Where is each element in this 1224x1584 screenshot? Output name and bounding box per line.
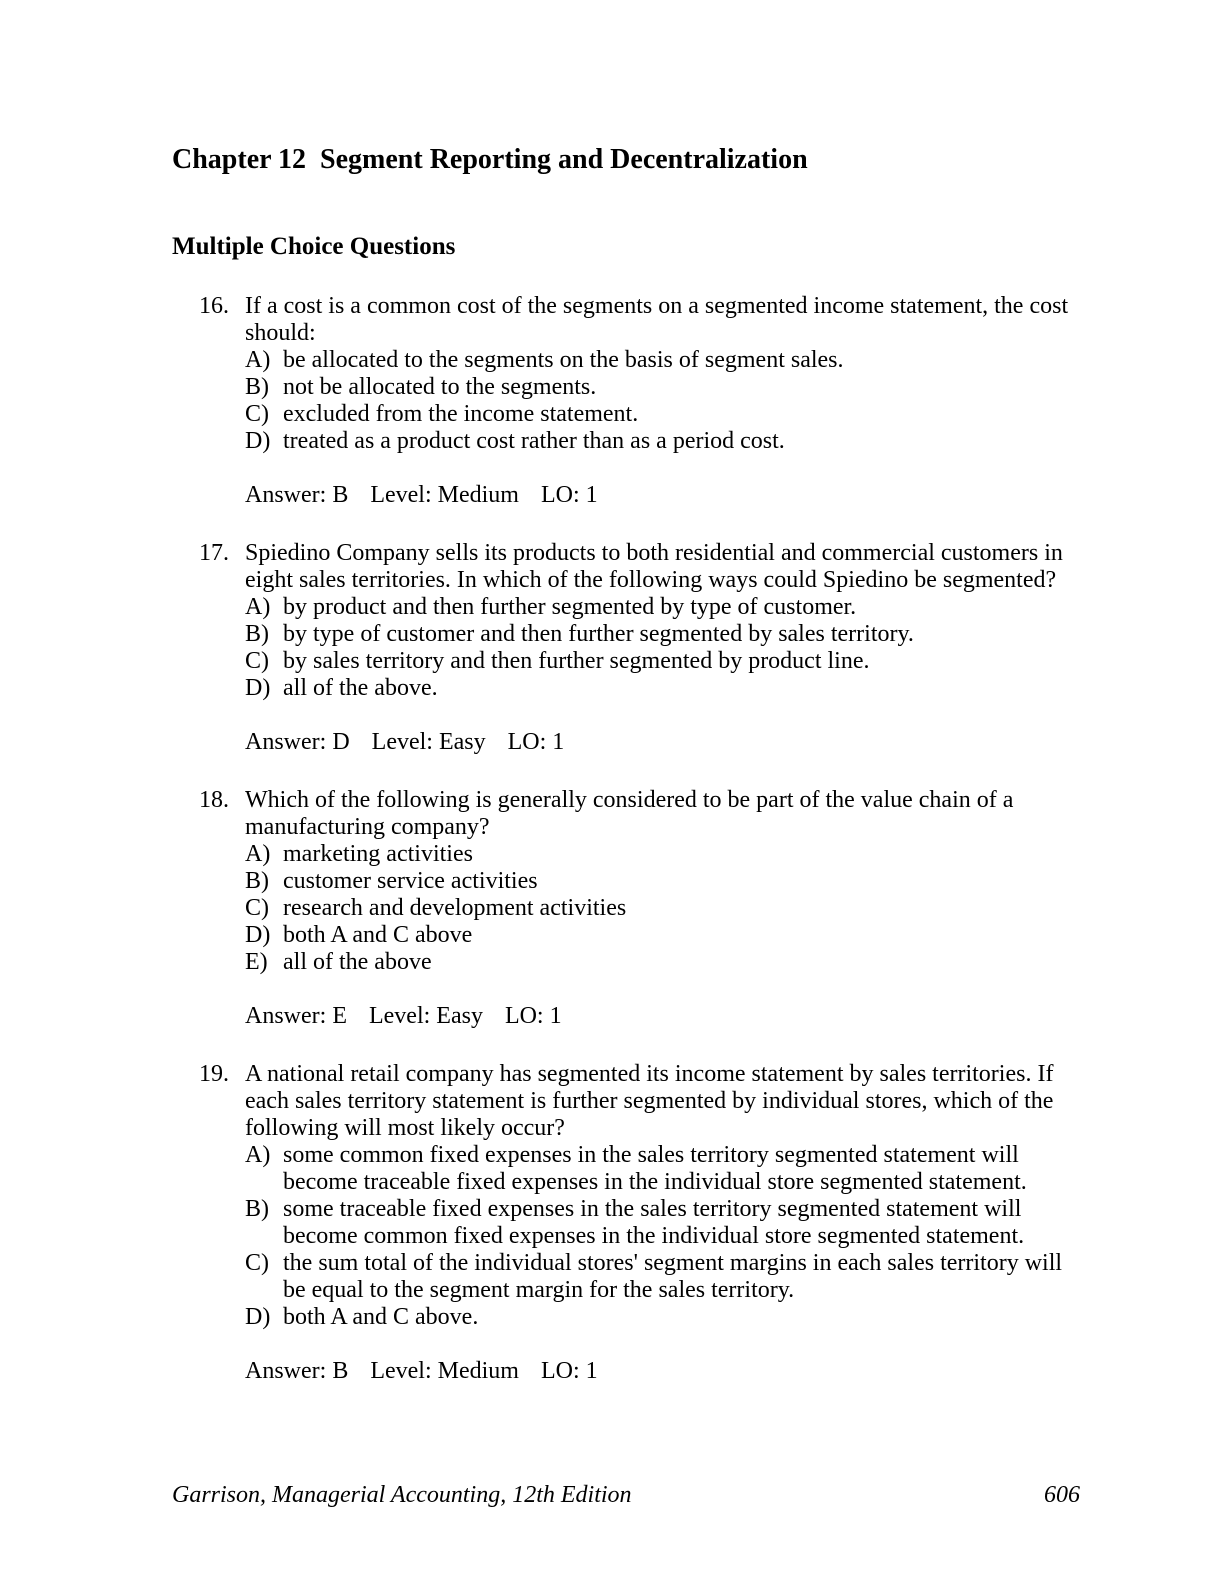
option-text: by sales territory and then further segmented by product line. <box>283 648 870 674</box>
question-17 <box>172 540 1080 756</box>
answer-line <box>245 1003 1080 1030</box>
answer-level: Level: Medium <box>370 482 519 508</box>
option-text: by type of customer and then further segmented by sales territory. <box>283 621 914 647</box>
question-18 <box>172 787 1080 1030</box>
option-text: all of the above. <box>283 675 438 701</box>
option-row-a <box>245 841 1080 868</box>
option-letter: B) <box>245 1196 269 1222</box>
question-19 <box>172 1061 1080 1385</box>
option-text: be allocated to the segments on the basis of segment sales. <box>283 347 844 373</box>
option-row-a <box>245 1142 1080 1196</box>
option-row-d <box>245 1304 1080 1331</box>
option-row-b <box>245 621 1080 648</box>
option-row-b <box>245 868 1080 895</box>
section-heading: Multiple Choice Questions <box>172 233 456 260</box>
answer-level: Level: Medium <box>370 1358 519 1384</box>
option-text: customer service activities <box>283 868 538 894</box>
question-16 <box>172 293 1080 509</box>
option-text: treated as a product cost rather than as a period cost. <box>283 428 785 454</box>
option-row-c <box>245 648 1080 675</box>
option-text: both A and C above. <box>283 1304 479 1330</box>
option-row-b <box>245 374 1080 401</box>
answer-line <box>245 482 1080 509</box>
answer-result: Answer: D <box>245 729 350 755</box>
question-stem-line: Spiedino Company sells its products to both residential and commercial customers in <box>245 540 1063 566</box>
answer-line <box>245 729 1080 756</box>
question-number: 19. <box>199 1061 229 1087</box>
option-row-c <box>245 895 1080 922</box>
option-row-a <box>245 347 1080 374</box>
answer-lo: LO: 1 <box>540 482 598 508</box>
question-stem-line: Which of the following is generally considered to be part of the value chain of a <box>245 787 1014 813</box>
question-stem-line: following will most likely occur? <box>245 1115 565 1141</box>
option-text: both A and C above <box>283 922 473 948</box>
option-letter: C) <box>245 401 269 427</box>
option-letter: D) <box>245 1304 271 1330</box>
option-letter: C) <box>245 1250 269 1276</box>
option-text: research and development activities <box>283 895 627 921</box>
option-text: some traceable fixed expenses in the sales territory segmented statement will become common fixed expenses in the individual store segmented statement. <box>283 1196 1025 1249</box>
option-row-c <box>245 1250 1080 1304</box>
answer-lo: LO: 1 <box>540 1358 598 1384</box>
option-letter: A) <box>245 347 271 373</box>
option-row-e <box>245 949 1080 976</box>
option-text: all of the above <box>283 949 432 975</box>
question-number: 18. <box>199 787 229 813</box>
question-stem-line: If a cost is a common cost of the segments on a segmented income statement, the cost <box>245 293 1069 319</box>
option-text: some common fixed expenses in the sales territory segmented statement will become traceable fixed expenses in the individual store segmented statement. <box>283 1142 1027 1195</box>
answer-lo: LO: 1 <box>504 1003 562 1029</box>
question-stem-line: manufacturing company? <box>245 814 490 840</box>
option-letter: D) <box>245 675 271 701</box>
answer-result: Answer: B <box>245 482 349 508</box>
option-row-d <box>245 675 1080 702</box>
option-text: excluded from the income statement. <box>283 401 639 427</box>
option-letter: B) <box>245 621 269 647</box>
option-letter: A) <box>245 841 271 867</box>
option-letter: A) <box>245 1142 271 1168</box>
option-letter: D) <box>245 428 271 454</box>
question-stem-line: A national retail company has segmented its income statement by sales territories. If <box>245 1061 1054 1087</box>
answer-line <box>245 1358 1080 1385</box>
question-number: 16. <box>199 293 229 319</box>
footer-book-title: Garrison, Managerial Accounting, 12th Edition <box>172 1482 632 1508</box>
option-text: not be allocated to the segments. <box>283 374 597 400</box>
chapter-number: Chapter 12 <box>172 144 307 175</box>
answer-lo: LO: 1 <box>507 729 565 755</box>
questions-list <box>172 293 1080 1385</box>
option-row-a <box>245 594 1080 621</box>
question-stem-line: each sales territory statement is further segmented by individual stores, which of the <box>245 1088 1054 1114</box>
option-row-d <box>245 428 1080 455</box>
option-letter: B) <box>245 868 269 894</box>
option-text: by product and then further segmented by type of customer. <box>283 594 857 620</box>
footer-page-number: 606 <box>1044 1482 1080 1508</box>
option-letter: C) <box>245 895 269 921</box>
option-letter: A) <box>245 594 271 620</box>
chapter-title <box>172 144 1080 176</box>
option-text: the sum total of the individual stores' segment margins in each sales territory will be equal to the segment margin for the sales territory. <box>283 1250 1063 1303</box>
option-row-b <box>245 1196 1080 1250</box>
page-footer <box>172 1482 1080 1509</box>
question-number: 17. <box>199 540 229 566</box>
option-text: marketing activities <box>283 841 473 867</box>
answer-level: Level: Easy <box>368 1003 483 1029</box>
option-letter: E) <box>245 949 268 975</box>
answer-level: Level: Easy <box>371 729 486 755</box>
answer-result: Answer: E <box>245 1003 347 1029</box>
answer-result: Answer: B <box>245 1358 349 1384</box>
option-letter: C) <box>245 648 269 674</box>
question-stem-line: eight sales territories. In which of the following ways could Spiedino be segmented? <box>245 567 1057 593</box>
option-row-d <box>245 922 1080 949</box>
option-letter: D) <box>245 922 271 948</box>
option-row-c <box>245 401 1080 428</box>
question-stem-line: should: <box>245 320 316 346</box>
chapter-name: Segment Reporting and Decentralization <box>320 144 808 175</box>
option-letter: B) <box>245 374 269 400</box>
